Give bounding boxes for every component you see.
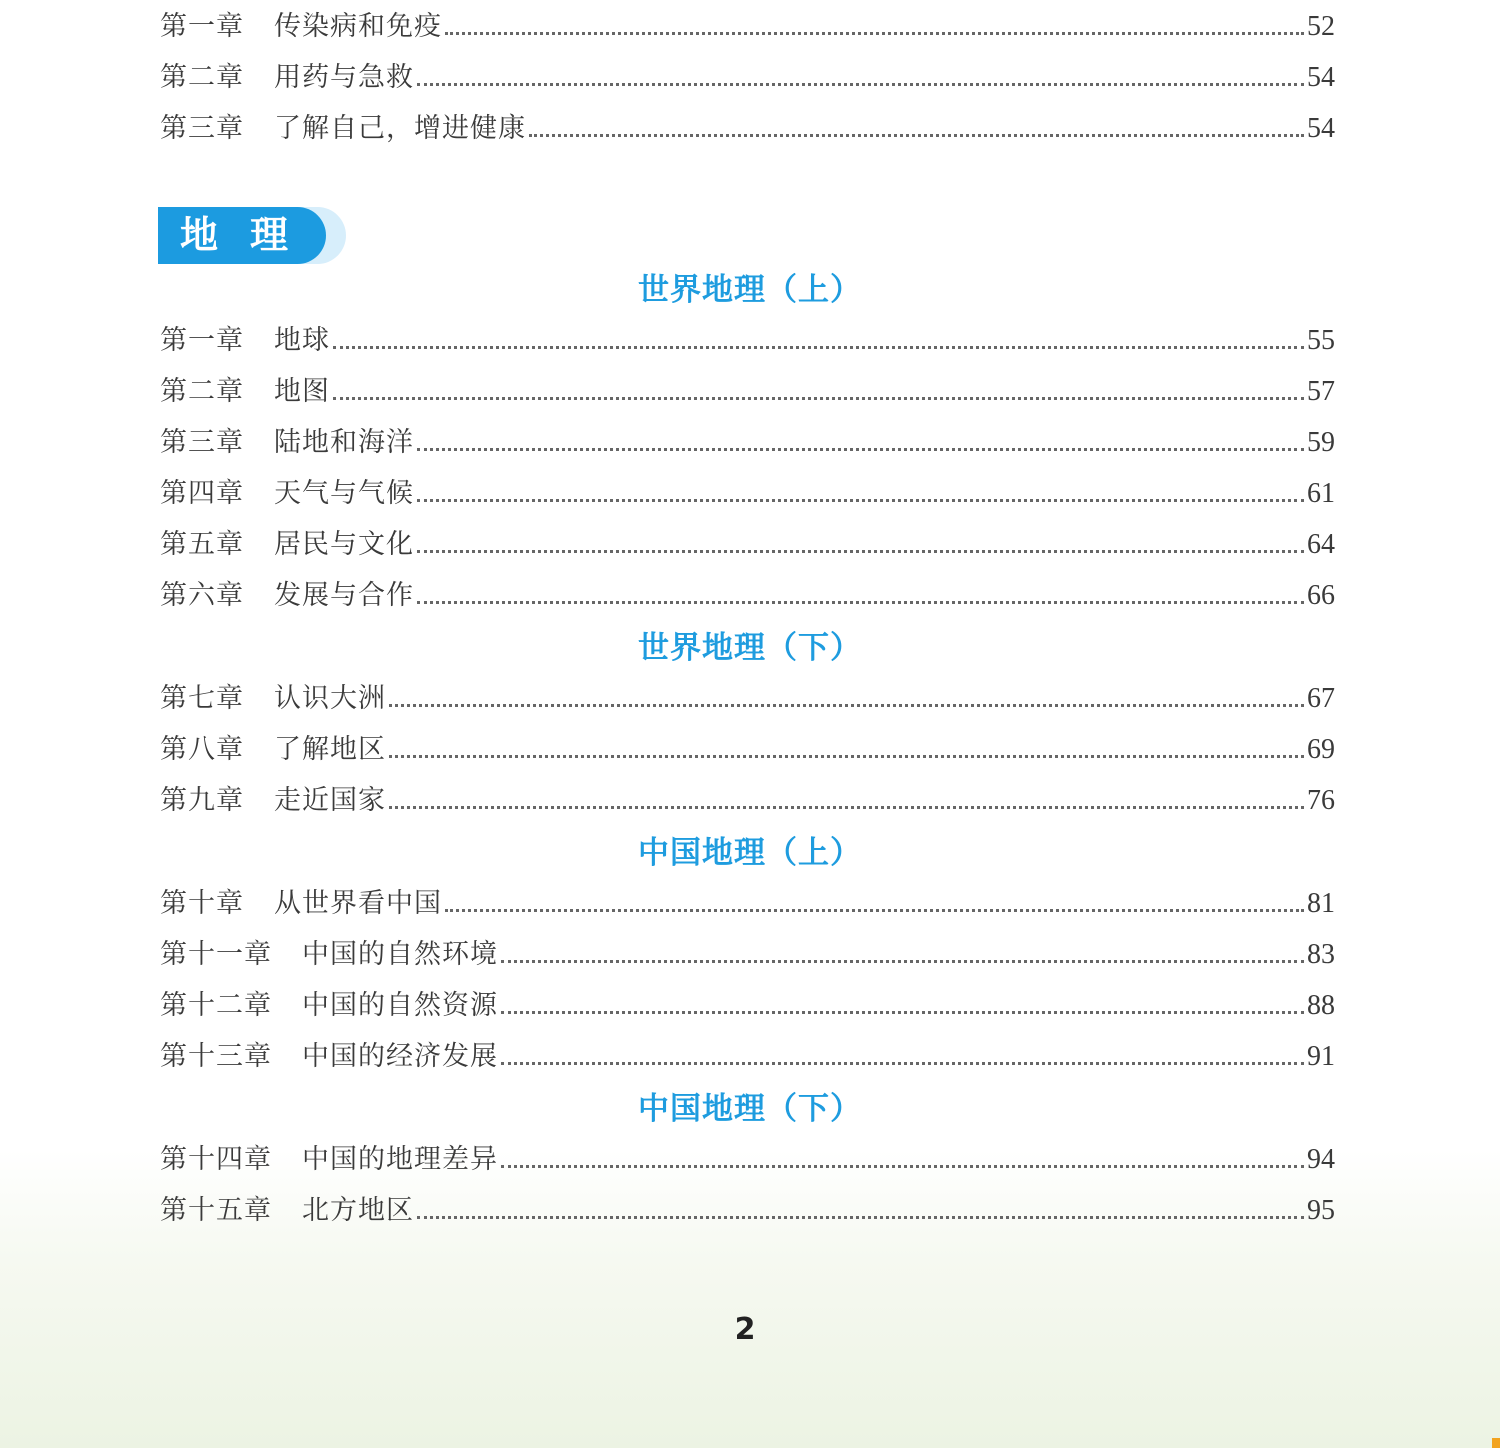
toc-leader-dots bbox=[389, 704, 1304, 707]
toc-leader-dots bbox=[417, 448, 1304, 451]
toc-page-number: 54 bbox=[1307, 62, 1335, 93]
toc-chapter-number: 第一章 bbox=[160, 11, 244, 42]
toc-page-number: 95 bbox=[1307, 1195, 1335, 1226]
toc-page-number: 94 bbox=[1307, 1144, 1335, 1175]
toc-entry[interactable] bbox=[160, 1137, 1335, 1177]
toc-chapter-number: 第五章 bbox=[160, 529, 244, 560]
toc-page-number: 61 bbox=[1307, 478, 1335, 509]
toc-chapter-number: 第十二章 bbox=[160, 990, 272, 1021]
toc-chapter-number: 第十三章 bbox=[160, 1041, 272, 1072]
toc-chapter-title: 居民与文化 bbox=[274, 529, 414, 560]
section-heading: 中国地理（下） bbox=[638, 1091, 862, 1127]
toc-chapter-number: 第七章 bbox=[160, 683, 244, 714]
toc-page-number: 64 bbox=[1307, 529, 1335, 560]
toc-leader-dots bbox=[501, 1011, 1304, 1014]
toc-chapter-title: 中国的经济发展 bbox=[302, 1041, 498, 1072]
toc-chapter-title: 从世界看中国 bbox=[274, 888, 442, 919]
toc-entry[interactable] bbox=[160, 471, 1335, 511]
toc-chapter-title: 了解地区 bbox=[274, 734, 386, 765]
toc-chapter-number: 第六章 bbox=[160, 580, 244, 611]
toc-chapter-title: 认识大洲 bbox=[274, 683, 386, 714]
toc-chapter-number: 第三章 bbox=[160, 427, 244, 458]
toc-leader-dots bbox=[417, 499, 1304, 502]
toc-entry[interactable] bbox=[160, 727, 1335, 767]
toc-page-number: 81 bbox=[1307, 888, 1335, 919]
toc-leader-dots bbox=[333, 397, 1304, 400]
toc-leader-dots bbox=[445, 32, 1304, 35]
toc-page-number: 67 bbox=[1307, 683, 1335, 714]
toc-leader-dots bbox=[445, 909, 1304, 912]
toc-chapter-title: 发展与合作 bbox=[274, 580, 414, 611]
toc-entry[interactable] bbox=[160, 932, 1335, 972]
section-heading: 世界地理（上） bbox=[638, 272, 862, 308]
toc-leader-dots bbox=[417, 550, 1304, 553]
toc-leader-dots bbox=[333, 346, 1304, 349]
toc-page-number: 83 bbox=[1307, 939, 1335, 970]
toc-leader-dots bbox=[501, 1062, 1304, 1065]
toc-chapter-title: 天气与气候 bbox=[274, 478, 414, 509]
toc-chapter-title: 了解自己，增进健康 bbox=[274, 113, 526, 144]
toc-entry[interactable] bbox=[160, 318, 1335, 358]
toc-entry[interactable] bbox=[160, 420, 1335, 460]
toc-entry[interactable] bbox=[160, 1034, 1335, 1074]
section-heading: 中国地理（上） bbox=[638, 835, 862, 871]
corner-accent bbox=[1492, 1438, 1500, 1448]
toc-entry[interactable] bbox=[160, 1188, 1335, 1228]
toc-page-number: 54 bbox=[1307, 113, 1335, 144]
toc-entry[interactable] bbox=[160, 573, 1335, 613]
toc-chapter-number: 第一章 bbox=[160, 325, 244, 356]
toc-leader-dots bbox=[417, 83, 1304, 86]
toc-entry[interactable] bbox=[160, 881, 1335, 921]
toc-chapter-title: 中国的地理差异 bbox=[302, 1144, 498, 1175]
toc-leader-dots bbox=[417, 1216, 1304, 1219]
toc-page-number: 66 bbox=[1307, 580, 1335, 611]
toc-leader-dots bbox=[417, 601, 1304, 604]
toc-chapter-title: 北方地区 bbox=[302, 1195, 414, 1226]
toc-leader-dots bbox=[501, 960, 1304, 963]
toc-leader-dots bbox=[389, 755, 1304, 758]
toc-chapter-number: 第十一章 bbox=[160, 939, 272, 970]
toc-chapter-title: 中国的自然环境 bbox=[302, 939, 498, 970]
toc-entry[interactable] bbox=[160, 55, 1335, 95]
section-heading: 世界地理（下） bbox=[638, 630, 862, 666]
toc-page-number: 88 bbox=[1307, 990, 1335, 1021]
toc-chapter-title: 陆地和海洋 bbox=[274, 427, 414, 458]
toc-page-number: 57 bbox=[1307, 376, 1335, 407]
toc-chapter-number: 第二章 bbox=[160, 62, 244, 93]
toc-chapter-number: 第二章 bbox=[160, 376, 244, 407]
subject-tab-geography bbox=[158, 207, 346, 264]
toc-chapter-number: 第十五章 bbox=[160, 1195, 272, 1226]
toc-entry[interactable] bbox=[160, 106, 1335, 146]
toc-leader-dots bbox=[501, 1165, 1304, 1168]
toc-entry[interactable] bbox=[160, 983, 1335, 1023]
subject-tab-label: 地理 bbox=[158, 207, 326, 264]
toc-leader-dots bbox=[529, 134, 1304, 137]
toc-page-number: 52 bbox=[1307, 11, 1335, 42]
toc-page-number: 55 bbox=[1307, 325, 1335, 356]
page-number: 2 bbox=[734, 1312, 756, 1347]
toc-chapter-number: 第十四章 bbox=[160, 1144, 272, 1175]
toc-chapter-number: 第三章 bbox=[160, 113, 244, 144]
toc-page-number: 76 bbox=[1307, 785, 1335, 816]
toc-entry[interactable] bbox=[160, 4, 1335, 44]
toc-chapter-number: 第九章 bbox=[160, 785, 244, 816]
toc-page-number: 59 bbox=[1307, 427, 1335, 458]
toc-chapter-number: 第四章 bbox=[160, 478, 244, 509]
toc-chapter-number: 第八章 bbox=[160, 734, 244, 765]
toc-page-number: 91 bbox=[1307, 1041, 1335, 1072]
toc-chapter-title: 走近国家 bbox=[274, 785, 386, 816]
toc-chapter-title: 用药与急救 bbox=[274, 62, 414, 93]
toc-chapter-title: 地球 bbox=[274, 325, 330, 356]
toc-entry[interactable] bbox=[160, 676, 1335, 716]
toc-chapter-title: 中国的自然资源 bbox=[302, 990, 498, 1021]
toc-entry[interactable] bbox=[160, 369, 1335, 409]
toc-entry[interactable] bbox=[160, 778, 1335, 818]
toc-page-number: 69 bbox=[1307, 734, 1335, 765]
toc-entry[interactable] bbox=[160, 522, 1335, 562]
toc-leader-dots bbox=[389, 806, 1304, 809]
toc-chapter-number: 第十章 bbox=[160, 888, 244, 919]
toc-chapter-title: 传染病和免疫 bbox=[274, 11, 442, 42]
toc-chapter-title: 地图 bbox=[274, 376, 330, 407]
